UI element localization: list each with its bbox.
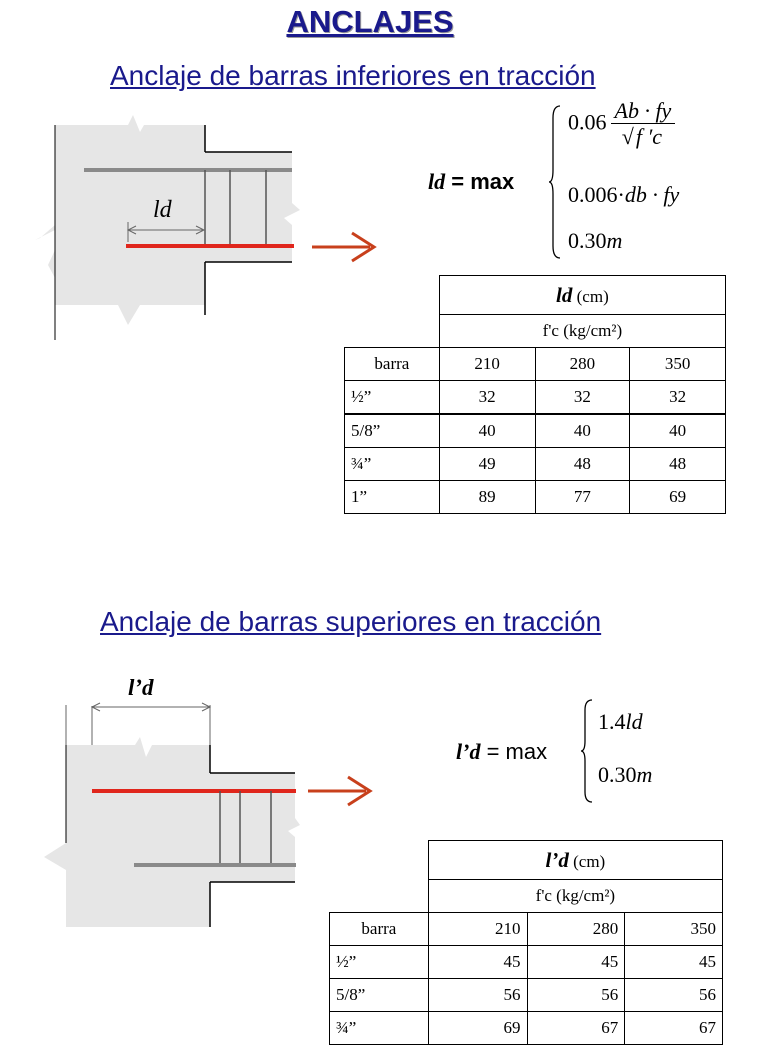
table-cell: 40 xyxy=(535,414,630,448)
formula2-term2 xyxy=(598,762,652,788)
table-cell: 1” xyxy=(345,481,440,514)
lpd-col-350: 350 xyxy=(625,913,723,946)
ld-col-barra: barra xyxy=(345,348,440,381)
table-cell: 5/8” xyxy=(330,979,429,1012)
table-cell: 67 xyxy=(625,1012,723,1045)
table-row xyxy=(345,414,726,448)
formula1-lhs xyxy=(428,169,514,195)
arrow-right-icon xyxy=(312,233,374,261)
ld-table-header-symbol: ld xyxy=(556,282,573,307)
table-cell: 69 xyxy=(630,481,726,514)
table-cell: 45 xyxy=(428,946,527,979)
formula1-term3 xyxy=(568,228,622,254)
ld-col-210: 210 xyxy=(439,348,535,381)
formula2-term1-var: ld xyxy=(625,709,643,734)
lpd-table-header-unit: (cm) xyxy=(568,851,606,871)
formula2-term2-num: 0.30 xyxy=(598,762,637,787)
term3-unit: m xyxy=(606,228,623,253)
table-cell: 32 xyxy=(439,381,535,415)
table-cell: 32 xyxy=(535,381,630,415)
table-cell: 45 xyxy=(625,946,723,979)
table-cell: 67 xyxy=(527,1012,625,1045)
table-cell: 45 xyxy=(527,946,625,979)
table-row xyxy=(330,979,723,1012)
page-title: ANCLAJES xyxy=(286,4,454,39)
formula2-symbol: l’d xyxy=(456,739,481,764)
lpd-table-header-symbol: l’d xyxy=(545,847,569,872)
table-cell: 32 xyxy=(630,381,726,415)
formula1-max: max xyxy=(470,169,515,194)
term1-numerator: Ab · fy xyxy=(614,98,672,123)
term1-denominator: f ′c xyxy=(635,124,663,149)
table-cell: 48 xyxy=(535,448,630,481)
formula2-term1-num: 1.4 xyxy=(598,709,626,734)
term2-coef: 0.006· xyxy=(568,182,625,207)
lpd-col-barra: barra xyxy=(330,913,429,946)
diagram-ld-label: ld xyxy=(153,197,172,223)
ld-col-350: 350 xyxy=(630,348,726,381)
lpd-table-header xyxy=(428,841,722,880)
table-row xyxy=(345,381,726,415)
ld-table-header xyxy=(439,276,725,315)
table-row xyxy=(330,946,723,979)
table-cell: 56 xyxy=(428,979,527,1012)
formula2-equals: = xyxy=(480,739,506,764)
table-cell: 5/8” xyxy=(345,414,440,448)
table-cell: 56 xyxy=(527,979,625,1012)
formula1-symbol: ld xyxy=(428,169,446,194)
table-row xyxy=(330,1012,723,1045)
table-row xyxy=(345,481,726,514)
arrow-right-icon xyxy=(308,777,370,805)
lpd-table xyxy=(329,840,723,1045)
table-cell: ½” xyxy=(330,946,429,979)
ld-table-subheader: f'c (kg/cm²) xyxy=(439,315,725,348)
table-cell: 49 xyxy=(439,448,535,481)
table-cell: ½” xyxy=(345,381,440,415)
formula2-max: max xyxy=(505,739,548,764)
table-cell: ¾” xyxy=(330,1012,429,1045)
formula1-brace xyxy=(548,104,562,260)
table-row xyxy=(345,448,726,481)
lpd-col-280: 280 xyxy=(527,913,625,946)
anchorage-diagram-bottom-bars xyxy=(0,100,400,350)
table-cell: 69 xyxy=(428,1012,527,1045)
table-cell: ¾” xyxy=(345,448,440,481)
concrete-section xyxy=(44,737,300,927)
formula2-term1 xyxy=(598,709,643,735)
term1-coef: 0.06 xyxy=(568,109,607,135)
ld-col-280: 280 xyxy=(535,348,630,381)
table-cell: 56 xyxy=(625,979,723,1012)
table-cell: 40 xyxy=(439,414,535,448)
formula2-lhs xyxy=(456,739,547,765)
ld-table xyxy=(344,275,726,514)
table-cell: 48 xyxy=(630,448,726,481)
formula1-term2 xyxy=(568,182,679,208)
lpd-col-210: 210 xyxy=(428,913,527,946)
table-cell: 40 xyxy=(630,414,726,448)
formula1-term1: 0.06 $\frac{Ab \cdot fy}{√f 'c}$ xyxy=(568,99,675,150)
section1-title: Anclaje de barras inferiores en tracción xyxy=(110,60,596,91)
formula2-term2-unit: m xyxy=(636,762,653,787)
formula1-equals: = xyxy=(445,169,471,194)
ld-table-header-unit: (cm) xyxy=(572,286,609,306)
formula2-brace xyxy=(580,698,594,804)
diagram-lpd-label: l’d xyxy=(128,675,154,700)
table-cell: 77 xyxy=(535,481,630,514)
lpd-table-subheader: f'c (kg/cm²) xyxy=(428,880,722,913)
term3-num: 0.30 xyxy=(568,228,607,253)
section2-title: Anclaje de barras superiores en tracción xyxy=(100,606,602,637)
term2-vars: db · fy xyxy=(624,182,680,207)
table-cell: 89 xyxy=(439,481,535,514)
